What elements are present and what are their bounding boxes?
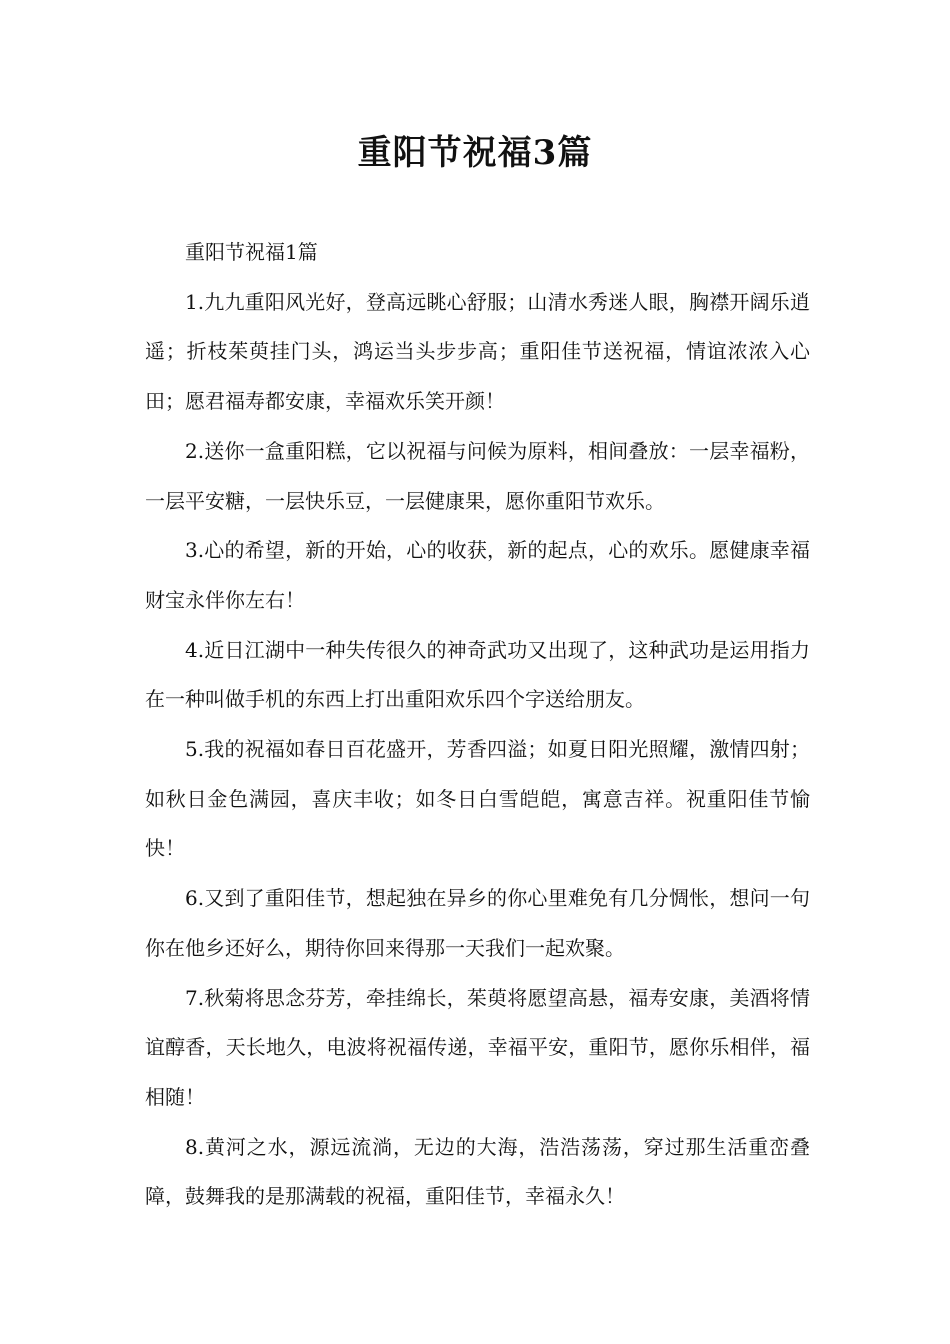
paragraph-2: 2.送你一盒重阳糕，它以祝福与问候为原料，相间叠放：一层幸福粉，一层平安糖，一层快乐豆，一层健康果，愿你重阳节欢乐。: [145, 438, 810, 513]
paragraph-1: 1.九九重阳风光好，登高远眺心舒服；山清水秀迷人眼，胸襟开阔乐逍遥；折枝茱萸挂门头，鸿运当头步步高；重阳佳节送祝福，情谊浓浓入心田；愿君福寿都安康，幸福欢乐笑开颜！: [145, 289, 810, 414]
document-body: [145, 228, 810, 1222]
paragraph-7: 7.秋菊将思念芬芳，牵挂绵长，茱萸将愿望高悬，福寿安康，美酒将情谊醇香，天长地久，电波将祝福传递，幸福平安，重阳节，愿你乐相伴，福相随！: [145, 985, 810, 1109]
paragraph-5: 5.我的祝福如春日百花盛开，芳香四溢；如夏日阳光照耀，激情四射；如秋日金色满园，喜庆丰收；如冬日白雪皑皑，寓意吉祥。祝重阳佳节愉快！: [145, 737, 810, 861]
paragraph-8: 8.黄河之水，源远流淌，无边的大海，浩浩荡荡，穿过那生活重峦叠障，鼓舞我的是那满载的祝福，重阳佳节，幸福永久！: [145, 1134, 810, 1209]
paragraph-6: 6.又到了重阳佳节，想起独在异乡的你心里难免有几分惆怅，想问一句你在他乡还好么，期待你回来得那一天我们一起欢聚。: [145, 886, 810, 960]
document-title: 重阳节祝福3篇: [357, 133, 593, 173]
paragraph-3: 3.心的希望，新的开始，心的收获，新的起点，心的欢乐。愿健康幸福财宝永伴你左右！: [145, 538, 810, 612]
paragraph-4: 4.近日江湖中一种失传很久的神奇武功又出现了，这种武功是运用指力在一种叫做手机的东西上打出重阳欢乐四个字送给朋友。: [145, 637, 810, 712]
section-heading: 重阳节祝福1篇: [185, 240, 318, 264]
